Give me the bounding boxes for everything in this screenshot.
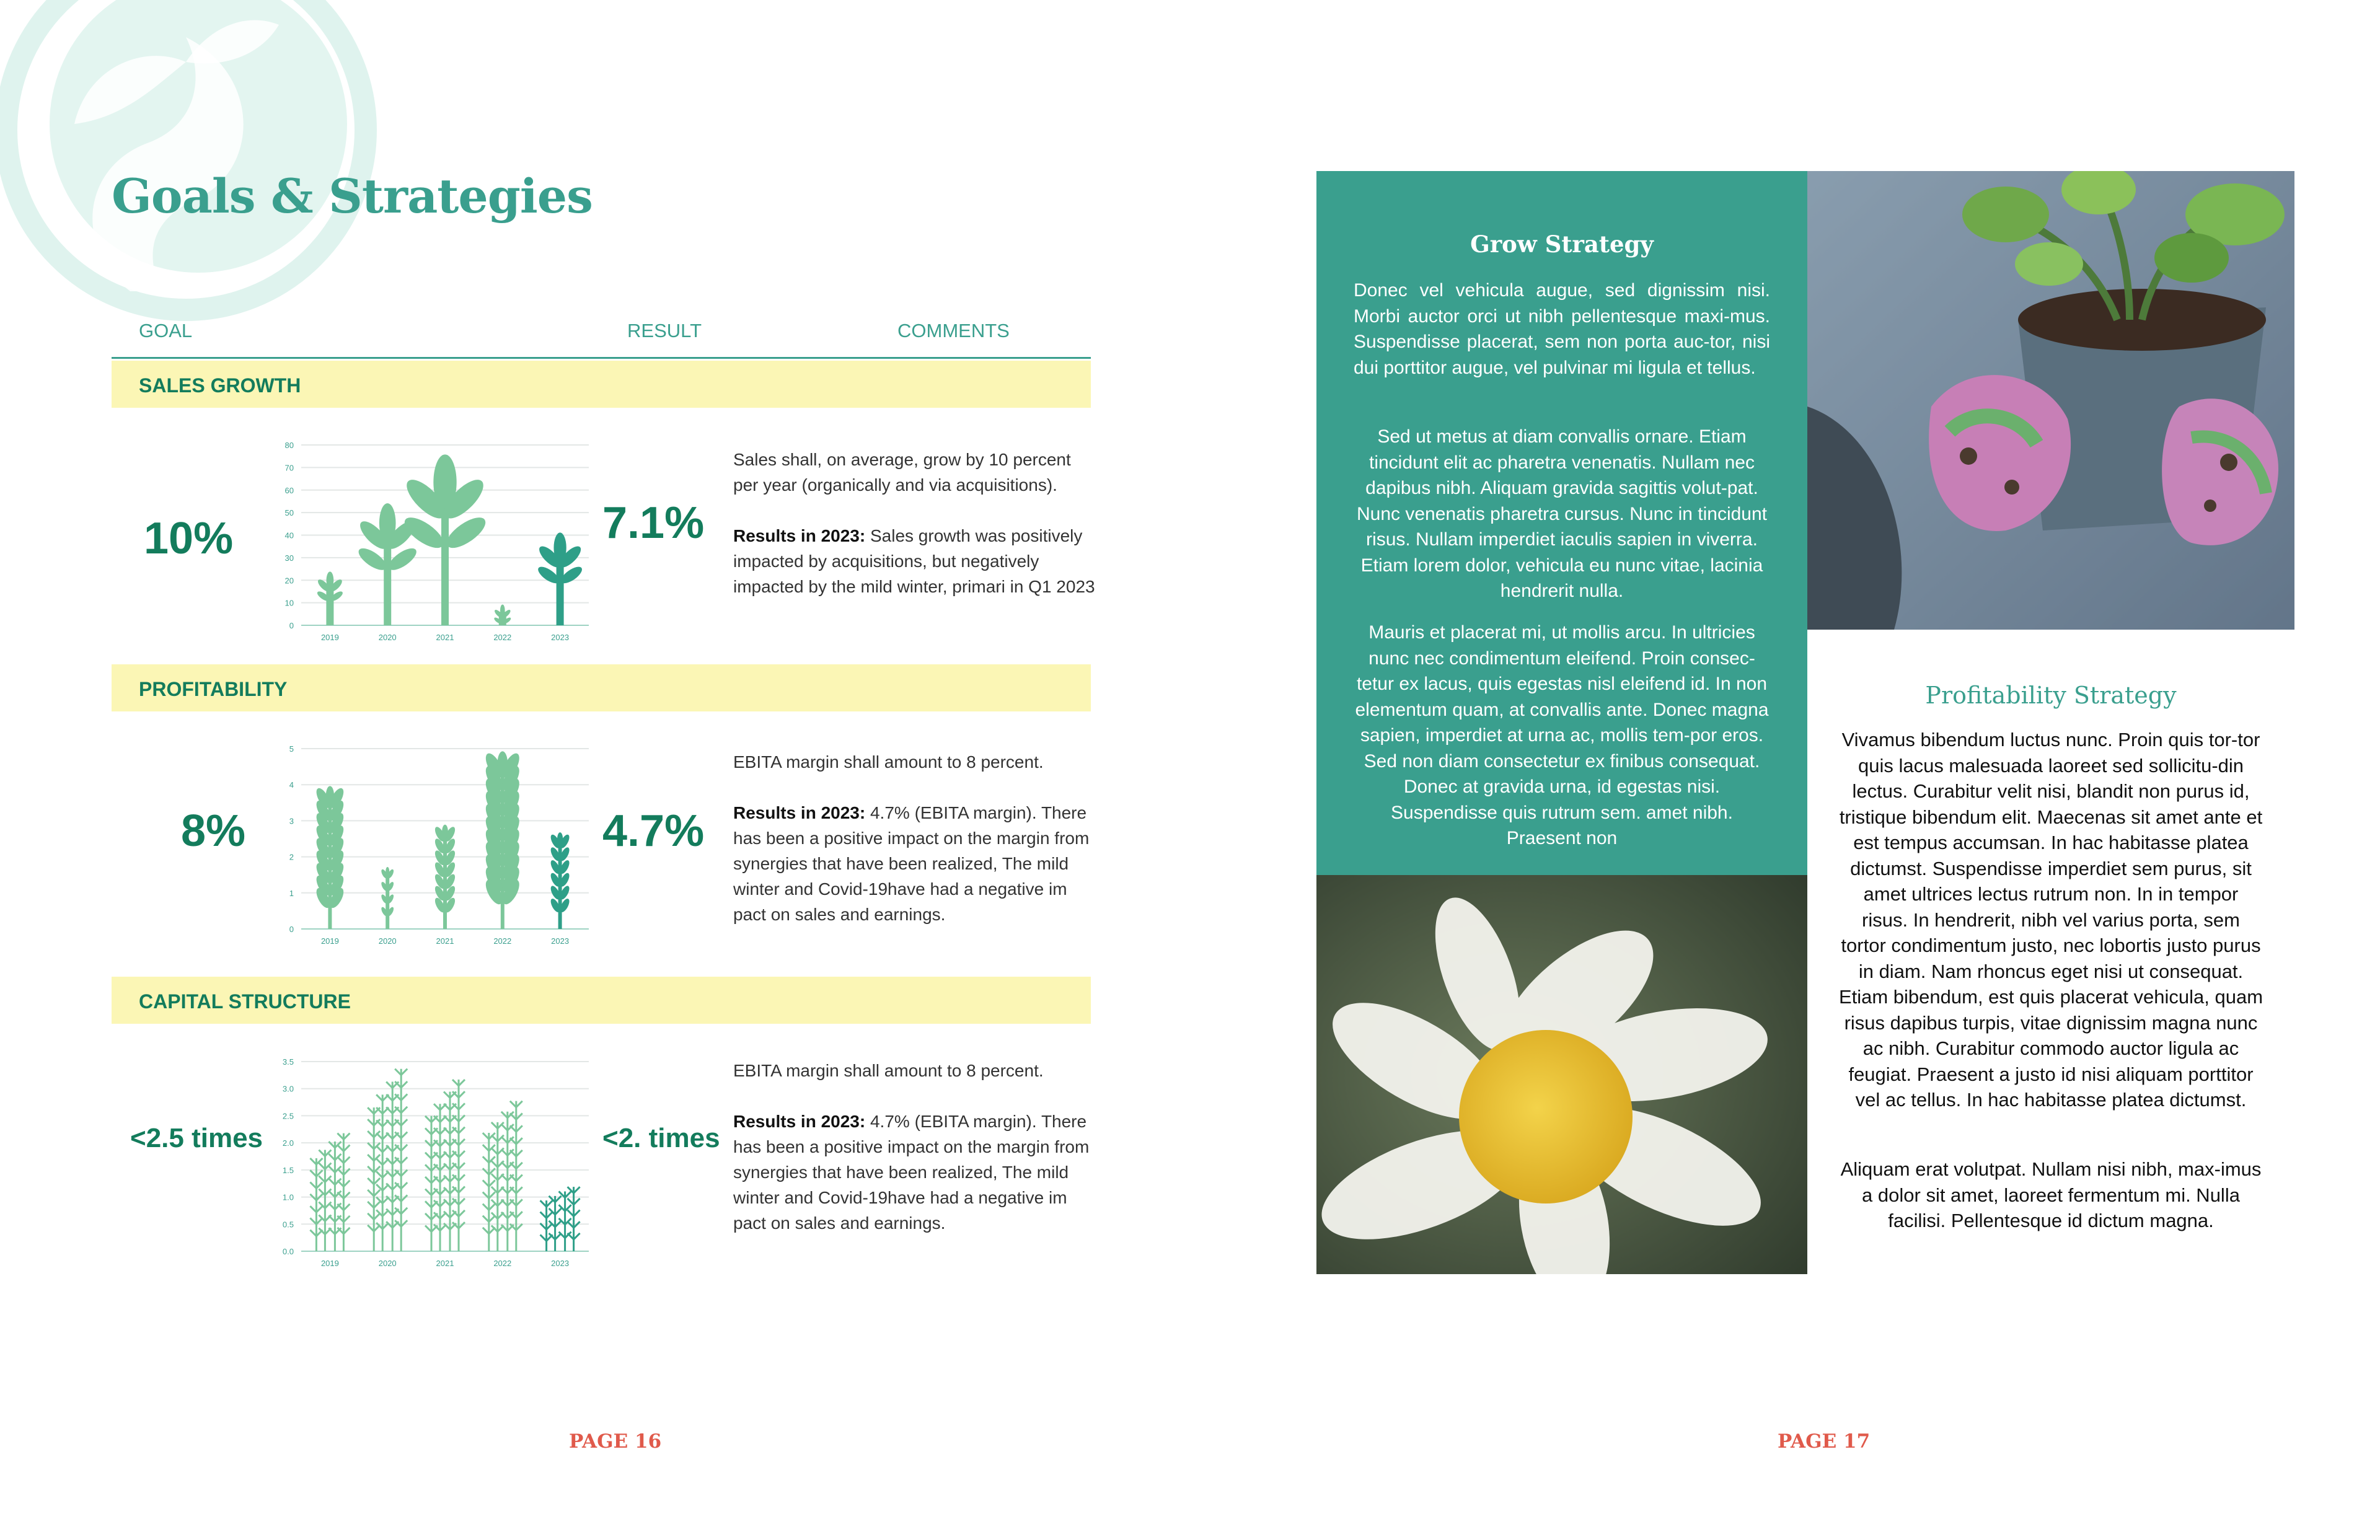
plant-leaf xyxy=(343,1204,350,1210)
plant-leaf xyxy=(343,1133,350,1140)
y-tick-label: 10 xyxy=(284,598,294,608)
x-tick-label: 2021 xyxy=(436,633,454,642)
y-tick-label: 2.5 xyxy=(282,1111,294,1121)
x-tick-label: 2022 xyxy=(493,1259,512,1268)
plant-leaf xyxy=(310,1218,316,1224)
y-tick-label: 2 xyxy=(289,852,294,862)
y-tick-label: 3 xyxy=(289,816,294,826)
plant-bar xyxy=(482,751,522,929)
plant-leaf xyxy=(343,1157,350,1163)
plant-bar xyxy=(425,1080,465,1251)
goal-column-header: GOAL xyxy=(139,320,193,341)
section-band-profitability xyxy=(112,664,1091,711)
section-band-capital-structure xyxy=(112,977,1091,1024)
plant-bar xyxy=(380,867,395,929)
plant-stem xyxy=(557,561,564,625)
plant-leaf xyxy=(374,1202,380,1208)
y-tick-label: 3.0 xyxy=(282,1084,294,1094)
y-tick-label: 50 xyxy=(284,508,294,518)
profit-paragraph: Vivamus bibendum luctus nunc. Proin quis tor-tor quis lacus malesuada laoreet sed sollicitu-din lectus. Curabitur velit nisi, blandit non purus id, tristique bibendum elit. Maecenas sit amet ante et est tempus accumsan. In hac habitasse platea dictumst. Suspendisse imperdiet sem purus, sit amet ultrices lectus rutrum non. In in tempor risus. In hendrerit, nibh vel varius porta, sem tortor condimentum justo, nec lobortis justo purus in diam. Nam rhoncus eget nisi ut consequat. Etiam bibendum, est quis placerat vehicula, quam risus dapibus turpis, vitae dignissim magna nunc ac nibh. Curabitur commodo auctor ligula ac feugiat. Praesent a justo id nisi aliquam porttitor vel ac tellus. In hac habitasse platea dictumst. xyxy=(1838,729,2263,1111)
plant-leaf xyxy=(343,1228,350,1234)
plant-leaf xyxy=(343,1181,350,1187)
y-tick-label: 3.5 xyxy=(282,1057,294,1067)
leaf-logo-icon xyxy=(0,0,397,322)
y-tick-label: 1 xyxy=(289,888,294,898)
x-tick-label: 2021 xyxy=(436,936,454,946)
plant-leaf xyxy=(568,1210,574,1217)
plant-leaf xyxy=(401,1094,407,1100)
plant-leaf xyxy=(540,1200,547,1207)
x-tick-label: 2019 xyxy=(320,633,339,642)
results-label: Results in 2023: xyxy=(733,1112,866,1131)
plant-leaf xyxy=(310,1206,316,1212)
result-column-header: RESULT xyxy=(627,320,702,341)
plant-leaf xyxy=(310,1158,316,1164)
results-text: Sales growth was positively impacted by acquisitions, but negatively impacted by the mild winter, primari in Q1 2023 xyxy=(733,526,1095,596)
plant-bar xyxy=(368,1069,407,1251)
x-tick-label: 2021 xyxy=(436,1259,454,1268)
plant-leaf xyxy=(401,1107,407,1113)
plant-leaf xyxy=(540,1234,547,1241)
comment-block xyxy=(733,447,1099,599)
y-tick-label: 5 xyxy=(289,744,294,754)
plant-leaf xyxy=(401,1157,407,1163)
y-tick-label: 70 xyxy=(284,463,294,473)
results-text: 4.7% (EBITA margin). There has been a positive impact on the margin from synergies that have been realized, The mild winter and Covid-19have had a negative im pact on sales and earnings. xyxy=(733,803,1090,924)
plant-leaf xyxy=(401,1132,407,1138)
plant-leaf xyxy=(401,1220,407,1226)
plant-leaf xyxy=(401,1182,407,1189)
result-value: 7.1% xyxy=(602,498,705,548)
y-tick-label: 2.0 xyxy=(282,1138,294,1148)
y-tick-label: 1.5 xyxy=(282,1165,294,1175)
plant-bar xyxy=(549,832,571,929)
plant-stem xyxy=(326,588,333,625)
section-label: PROFITABILITY xyxy=(139,678,288,700)
y-tick-label: 80 xyxy=(284,441,294,450)
x-tick-label: 2020 xyxy=(378,1259,397,1268)
plant-stem xyxy=(441,507,449,625)
plant-leaf xyxy=(401,1195,407,1201)
comment-block xyxy=(733,749,1099,927)
x-tick-label: 2023 xyxy=(551,633,570,642)
plant-leaf xyxy=(568,1199,574,1205)
x-tick-label: 2019 xyxy=(320,936,339,946)
x-tick-label: 2019 xyxy=(320,1259,339,1268)
section-label: CAPITAL STRUCTURE xyxy=(139,990,351,1013)
page-title: Goals & Strategies xyxy=(112,169,593,224)
plant-leaf xyxy=(343,1216,350,1222)
x-tick-label: 2020 xyxy=(378,936,397,946)
page-number-left: PAGE 16 xyxy=(569,1430,662,1453)
results-label: Results in 2023: xyxy=(733,526,866,545)
plant-leaf xyxy=(442,825,448,839)
header-rule xyxy=(112,357,1091,359)
result-value: 4.7% xyxy=(602,806,705,856)
plant-bar xyxy=(483,1101,522,1251)
goal-value: 8% xyxy=(181,806,246,856)
comments-column-header: COMMENTS xyxy=(897,320,1010,341)
section-label: SALES GROWTH xyxy=(139,374,301,397)
plant-bar xyxy=(433,825,457,929)
plant-leaf xyxy=(374,1178,380,1184)
profitability-strategy-title: Profitability Strategy xyxy=(1925,682,2177,709)
plant-leaf xyxy=(401,1119,407,1125)
plant-leaf xyxy=(540,1212,547,1218)
plant-bar xyxy=(316,571,345,625)
y-tick-label: 0.0 xyxy=(282,1247,294,1256)
comment-text: EBITA margin shall amount to 8 percent. xyxy=(733,1061,1044,1080)
x-tick-label: 2022 xyxy=(493,936,512,946)
profit-paragraph: Aliquam erat volutpat. Nullam nisi nibh, max-imus a dolor sit amet, laoreet fermentum mi. Nulla facilisi. Pellentesque id dictum magna. xyxy=(1840,1158,2262,1231)
plant-leaf xyxy=(326,786,334,805)
plant-leaf xyxy=(401,1208,407,1214)
grow-paragraph: Sed ut metus at diam convallis ornare. Etiam tincidunt elit ac pharetra venenatis. Nullam nec dapibus nibh. Aliquam gravida sagittis volut-pat. Nunc venenatis pharetra cursus. Nunc in tincidunt risus. Nullam imperdiet iaculis sapien in viverra. Etiam lorem dolor, vehicula eu nunc vitae, lacinia hendrerit nulla. xyxy=(1356,426,1768,601)
result-value: <2. times xyxy=(602,1123,720,1153)
x-tick-label: 2023 xyxy=(551,1259,570,1268)
plant-stem xyxy=(384,541,391,625)
x-tick-label: 2020 xyxy=(378,633,397,642)
plant-leaf xyxy=(374,1213,380,1220)
plant-leaf xyxy=(401,1170,407,1176)
section-band-sales-growth xyxy=(112,361,1091,408)
x-tick-label: 2023 xyxy=(551,936,570,946)
gardening-gloves-photo xyxy=(1807,171,2294,630)
page-number-right: PAGE 17 xyxy=(1778,1430,1871,1453)
plant-leaf xyxy=(310,1230,316,1236)
y-tick-label: 40 xyxy=(284,530,294,540)
plant-leaf xyxy=(557,832,563,845)
plant-leaf xyxy=(401,1069,407,1075)
plant-bar xyxy=(536,532,584,625)
y-tick-label: 20 xyxy=(284,576,294,586)
capital-structure-chart xyxy=(273,1050,595,1274)
results-text: 4.7% (EBITA margin). There has been a positive impact on the margin from synergies that have been realized, The mild winter and Covid-19have had a negative im pact on sales and earnings. xyxy=(733,1112,1090,1233)
comment-block xyxy=(733,1058,1099,1236)
y-tick-label: 30 xyxy=(284,553,294,563)
plant-leaf xyxy=(343,1145,350,1151)
y-tick-label: 4 xyxy=(289,780,294,790)
y-tick-label: 60 xyxy=(284,485,294,495)
plant-leaf xyxy=(310,1170,316,1176)
y-tick-label: 0 xyxy=(289,621,294,630)
plant-leaf xyxy=(310,1182,316,1189)
daisy-flower-photo xyxy=(1316,875,1807,1274)
sales-growth-chart xyxy=(273,434,595,648)
grow-paragraph: Mauris et placerat mi, ut mollis arcu. In ultricies nunc nec condimentum eleifend. Proin consec-tetur ex lacus, quis egestas nisl eleifend id. In non elementum quam, at convallis ante. Donec magna sapien, imperdiet at urna ac, mollis tem-por eros. Sed non diam consectetur ex finibus consequat. Donec at gravida urna, id egestas nisi. Suspendisse quis rutrum sem. amet nibh. Praesent non xyxy=(1355,622,1769,848)
x-tick-label: 2022 xyxy=(493,633,512,642)
results-label: Results in 2023: xyxy=(733,803,866,822)
profitability-chart xyxy=(273,737,595,951)
comment-text: EBITA margin shall amount to 8 percent. xyxy=(733,752,1044,772)
plant-bar xyxy=(400,454,490,625)
comment-text: Sales shall, on average, grow by 10 percent per year (organically and via acquisitions). xyxy=(733,450,1071,495)
plant-bar xyxy=(314,786,346,929)
plant-bar xyxy=(493,605,512,625)
goal-value: <2.5 times xyxy=(130,1123,263,1153)
plant-leaf xyxy=(374,1190,380,1196)
y-tick-label: 0 xyxy=(289,925,294,934)
plant-leaf xyxy=(498,751,508,775)
grow-strategy-title: Grow Strategy xyxy=(1470,231,1654,258)
plant-leaf xyxy=(401,1081,407,1088)
grow-paragraph: Donec vel vehicula augue, sed dignissim nisi. Morbi auctor orci ut nibh pellentesque maxi-mus. Suspendisse placerat, sem non porta auc-tor, nisi dui porttitor augue, vel pulvinar mi ligula et tellus. xyxy=(1354,280,1770,378)
y-tick-label: 0.5 xyxy=(282,1220,294,1230)
plant-leaf xyxy=(401,1145,407,1151)
plant-leaf xyxy=(386,867,389,876)
plant-leaf xyxy=(568,1233,574,1239)
goal-value: 10% xyxy=(144,514,234,563)
plant-bar xyxy=(310,1133,350,1251)
y-tick-label: 1.0 xyxy=(282,1192,294,1202)
